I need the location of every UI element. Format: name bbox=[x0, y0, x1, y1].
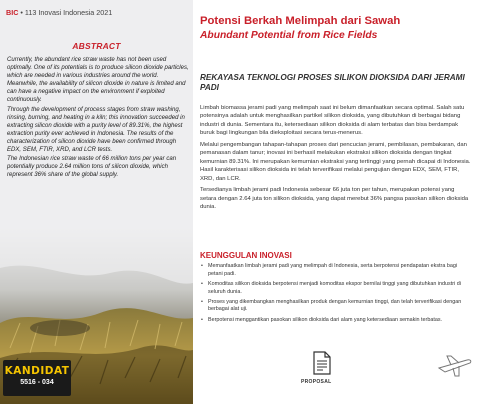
page-subtitle: REKAYASA TEKNOLOGI PROSES SILIKON DIOKSIDA DARI JERAMI PADI bbox=[200, 73, 465, 93]
abstract-paragraph: Currently, the abundant rice straw waste has not been used optimally. One of its potentials is to produce silicon dioxide particles, which are needed in various industries around the world. Meanwhile, the availability of silicon dioxide in nature is limited and can have a negative impact on the environment if exploited continuously. bbox=[7, 57, 189, 104]
list-item-text: Memanfaatkan limbah jerami padi yang melimpah di Indonesia, serta berpotensi pendapatan ekstra bagi petani padi. bbox=[208, 263, 458, 277]
badge-label: KANDIDAT bbox=[4, 365, 70, 377]
list-item bbox=[200, 263, 472, 278]
bullet-icon: • bbox=[201, 280, 203, 287]
proposal-label: PROPOSAL bbox=[301, 379, 332, 385]
abstract-panel bbox=[0, 0, 193, 404]
list-item-text: Proses yang dikembangkan menghasilkan produk dengan kemurnian tinggi, dan telah terverifikasi dengan berbagai alat uji. bbox=[208, 298, 462, 313]
airplane-icon bbox=[437, 354, 473, 378]
bullet-icon: • bbox=[201, 263, 203, 269]
list-item bbox=[200, 299, 472, 314]
body-paragraph: Tersedianya limbah jerami padi Indonesia sebesar 66 juta ton per tahun, merupakan potensi yang setara dengan 2.64 juta ton silikon dioksida, yang dapat merebut 36% pangsa pasokan silikon dioksida dunia. bbox=[200, 187, 469, 211]
candidate-badge bbox=[3, 360, 71, 396]
list-item bbox=[200, 317, 472, 325]
body-paragraph: Limbah biomassa jerami padi yang melimpah saat ini belum dimanfaatkan secara optimal. Salah satu potensinya adalah untuk menghasilkan partikel silikon dioksida, yang dibutuhkan di berbagai bidang industri di dunia. Sementara itu, ketersediaan silikon dioksida di alam terbatas dan bisa berdampak buruk bagi lingkungan bila dieksploitasi secara terus-menerus. bbox=[200, 105, 465, 137]
main-content bbox=[200, 0, 475, 404]
abstract-title: ABSTRACT bbox=[72, 41, 121, 51]
page-title-english: Abundant Potential from Rice Fields bbox=[200, 30, 378, 41]
keunggulan-list bbox=[200, 263, 472, 327]
body-text bbox=[200, 104, 472, 215]
bullet-icon: • bbox=[201, 298, 203, 305]
list-item bbox=[200, 281, 472, 296]
list-item-text: Berpotensi menggantikan pasokan silikon dioksida dari alam yang ketersediaan semakin terbatas. bbox=[208, 316, 443, 323]
list-item-text: Komoditas silikon dioksida berpotensi menjadi komoditas ekspor bernilai tinggi yang dibutuhkan industri di seluruh dunia. bbox=[208, 280, 461, 295]
keunggulan-title: KEUNGGULAN INOVASI bbox=[200, 251, 292, 260]
document-icon bbox=[310, 350, 334, 376]
abstract-paragraph: The Indonesian rice straw waste of 66 million tons per year can potentially produce 2.64 million tons of silicon dioxide, which represent 36% share of the global supply. bbox=[7, 156, 177, 179]
body-paragraph: Melalui pengembangan tahapan-tahapan proses dari pencucian jerami, pembilasan, pembakaran, dan pemanasan dalam tanur; inovasi ini berhasil melakukan ekstraksi silikon dioksida dengan tingkat kemurnian 89.31%. Ini merupakan kemurnian ekstraksi yang tertinggi yang pernah dicapai di Indonesia. Hasil karakterisasi silikon dioksida ini telah terverifikasi melalui pengujian dengan EDX, SEM, FTIR, XRD, dan LCR. bbox=[200, 142, 471, 182]
edition-header bbox=[6, 8, 112, 17]
bullet-icon: • bbox=[201, 316, 203, 323]
abstract-paragraph: Through the development of process stages from straw washing, rinsing, burning, and heating in a kiln; this innovation succeeded in extracting silicon dioxide with a purity level of 89.31%, the highest extraction purity ever achieved in Indonesia. The results of the characterization of silicon dioxide have been confirmed through EDX, SEM, FTIR, XRD, and LCR tests. bbox=[7, 106, 185, 154]
bic-label: BIC bbox=[6, 8, 19, 17]
page-title: Potensi Berkah Melimpah dari Sawah bbox=[200, 15, 401, 27]
edition-text: • 113 Inovasi Indonesia 2021 bbox=[18, 8, 113, 17]
badge-code: 5516 - 034 bbox=[20, 379, 54, 386]
abstract-text bbox=[7, 56, 189, 180]
